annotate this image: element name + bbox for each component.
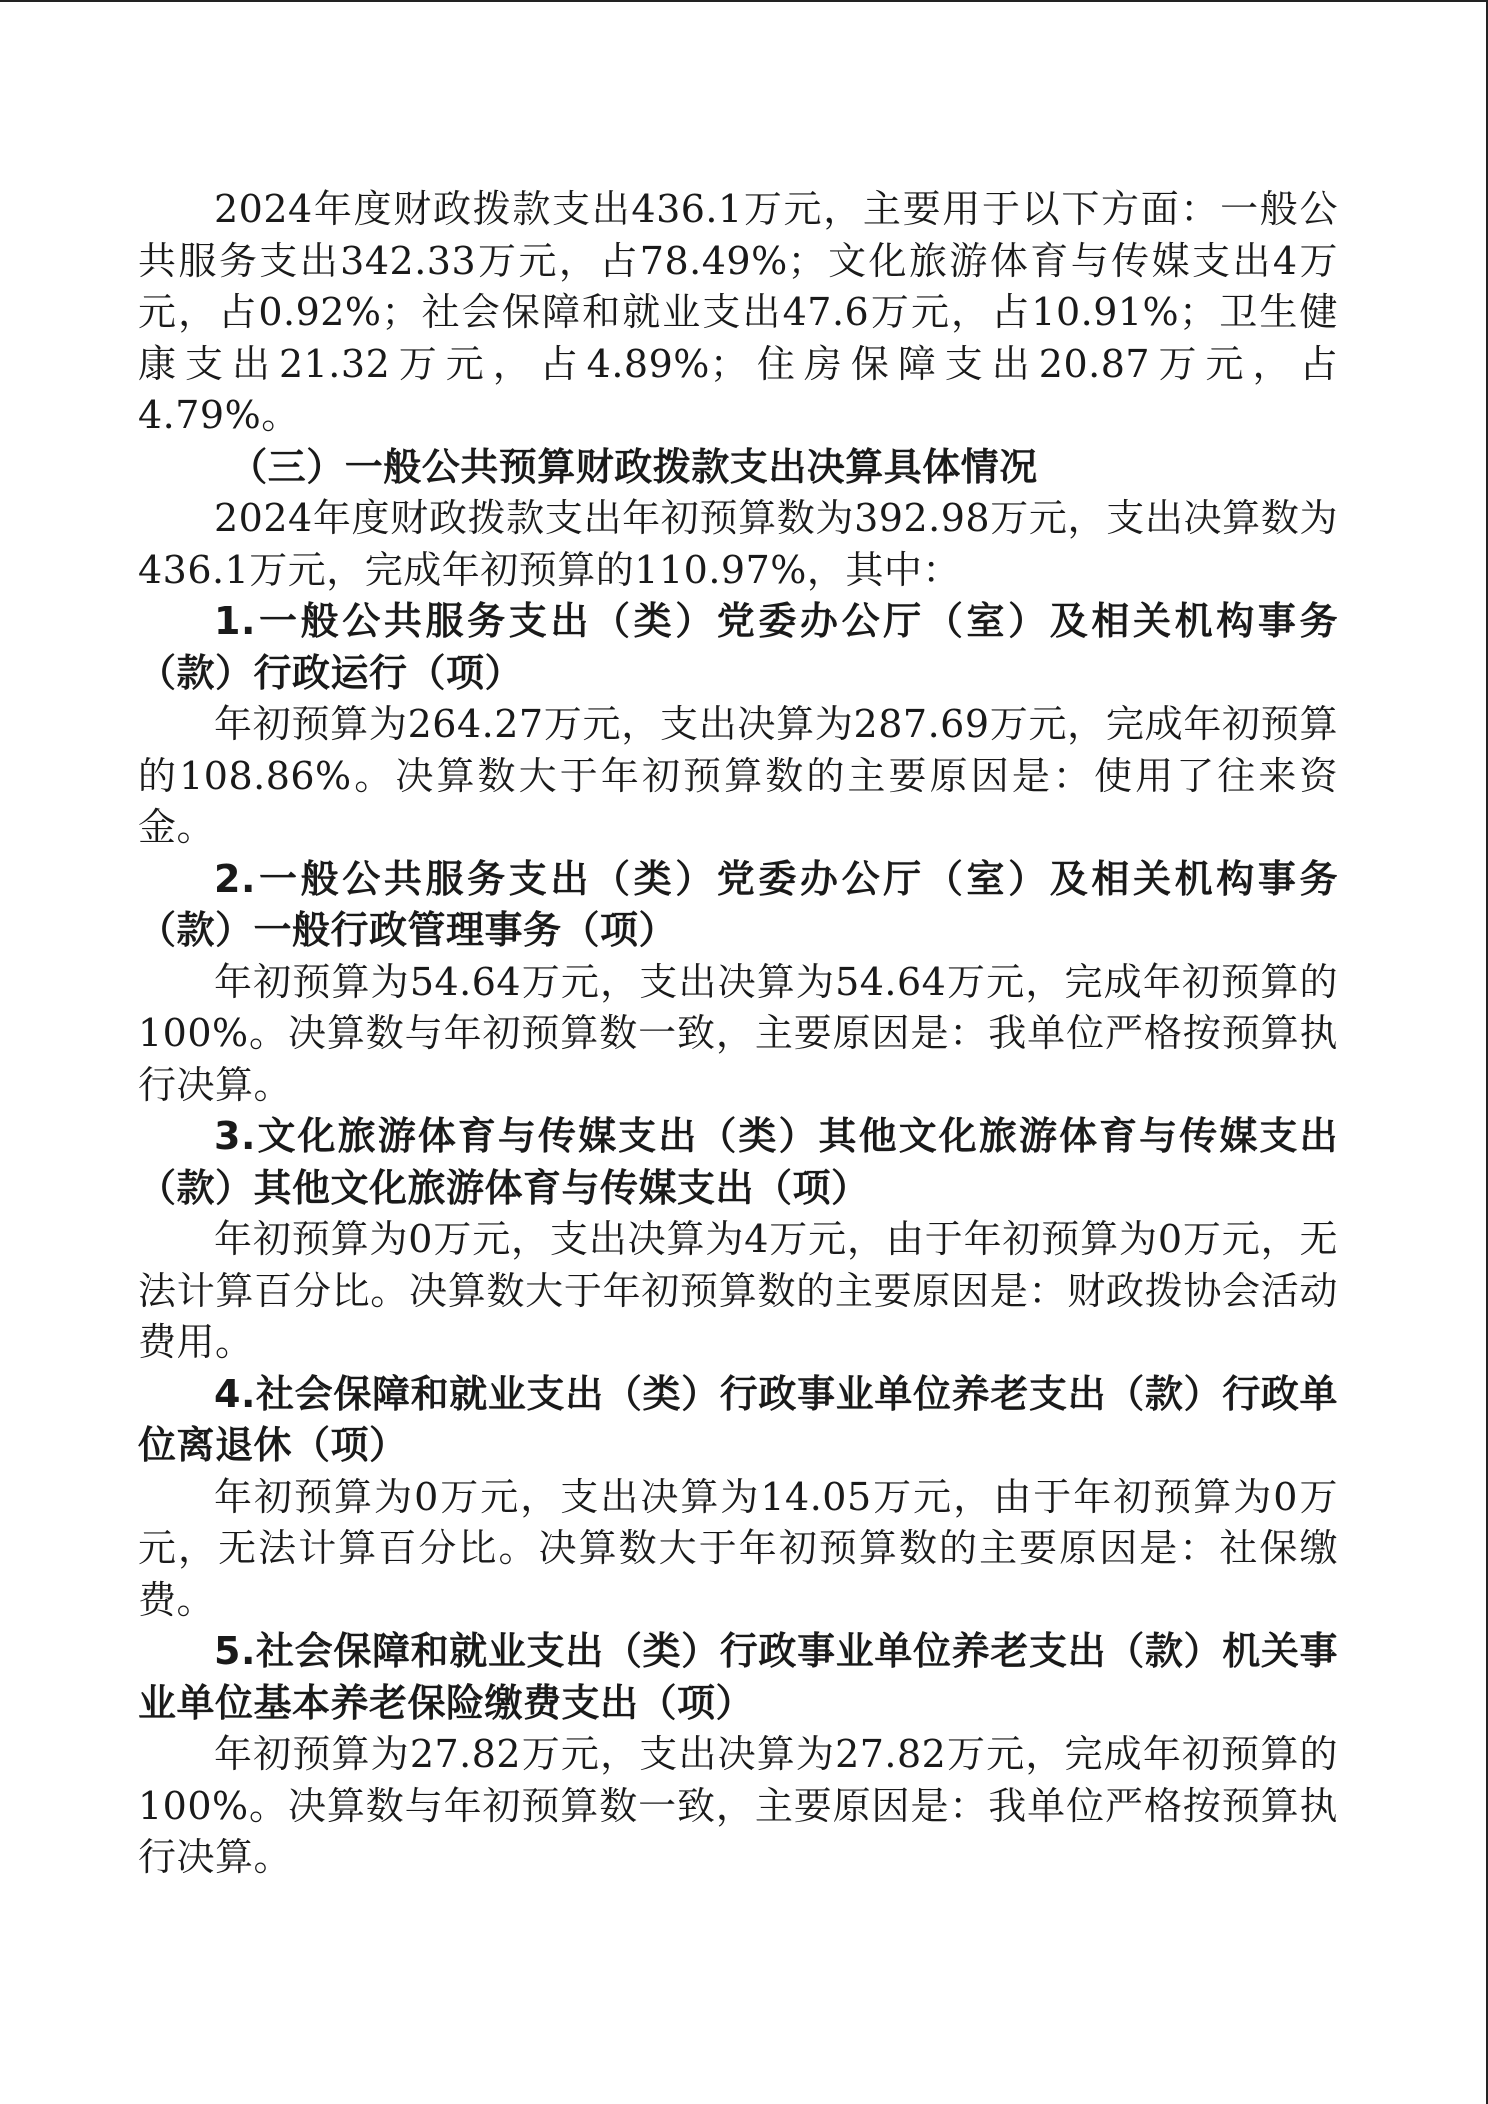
paragraph-expenditure-summary: 2024年度财政拨款支出436.1万元，主要用于以下方面：一般公共服务支出342.33万元，占78.49%；文化旅游体育与传媒支出4万元，占0.92%；社会保障和就业支出47.6万元，占10.91%；卫生健康支出21.32万元，占4.89%；住房保障支出20.87万元，占4.79%。: [138, 187, 1338, 437]
item-body-2: 年初预算为54.64万元，支出决算为54.64万元，完成年初预算的100%。决算数与年初预算数一致，主要原因是：我单位严格按预算执行决算。: [138, 959, 1338, 1107]
item-body-5: 年初预算为27.82万元，支出决算为27.82万元，完成年初预算的100%。决算数与年初预算数一致，主要原因是：我单位严格按预算执行决算。: [138, 1732, 1338, 1879]
section-heading-3: （三）一般公共预算财政拨款支出决算具体情况: [229, 444, 1038, 489]
paragraph-budget-overview: 2024年度财政拨款支出年初预算数为392.98万元，支出决算数为436.1万元，完成年初预算的110.97%，其中：: [138, 496, 1338, 592]
item-body-1: 年初预算为264.27万元，支出决算为287.69万元，完成年初预算的108.86%。决算数大于年初预算数的主要原因是：使用了往来资金。: [138, 702, 1338, 849]
item-heading-3: 3.文化旅游体育与传媒支出（类）其他文化旅游体育与传媒支出（款）其他文化旅游体育与传媒支出（项）: [138, 1114, 1338, 1210]
item-heading-4: 4.社会保障和就业支出（类）行政事业单位养老支出（款）行政单位离退休（项）: [138, 1371, 1338, 1467]
item-heading-2: 2.一般公共服务支出（类）党委办公厅（室）及相关机构事务（款）一般行政管理事务（项）: [138, 856, 1338, 952]
item-heading-1: 1.一般公共服务支出（类）党委办公厅（室）及相关机构事务（款）行政运行（项）: [138, 599, 1338, 695]
document-body: [138, 184, 1338, 1884]
item-body-4: 年初预算为0万元，支出决算为14.05万元，由于年初预算为0万元，无法计算百分比。决算数大于年初预算数的主要原因是：社保缴费。: [138, 1474, 1338, 1622]
item-body-3: 年初预算为0万元，支出决算为4万元，由于年初预算为0万元，无法计算百分比。决算数大于年初预算数的主要原因是：财政拨协会活动费用。: [138, 1217, 1338, 1364]
item-heading-5: 5.社会保障和就业支出（类）行政事业单位养老支出（款）机关事业单位基本养老保险缴费支出（项）: [138, 1629, 1338, 1725]
